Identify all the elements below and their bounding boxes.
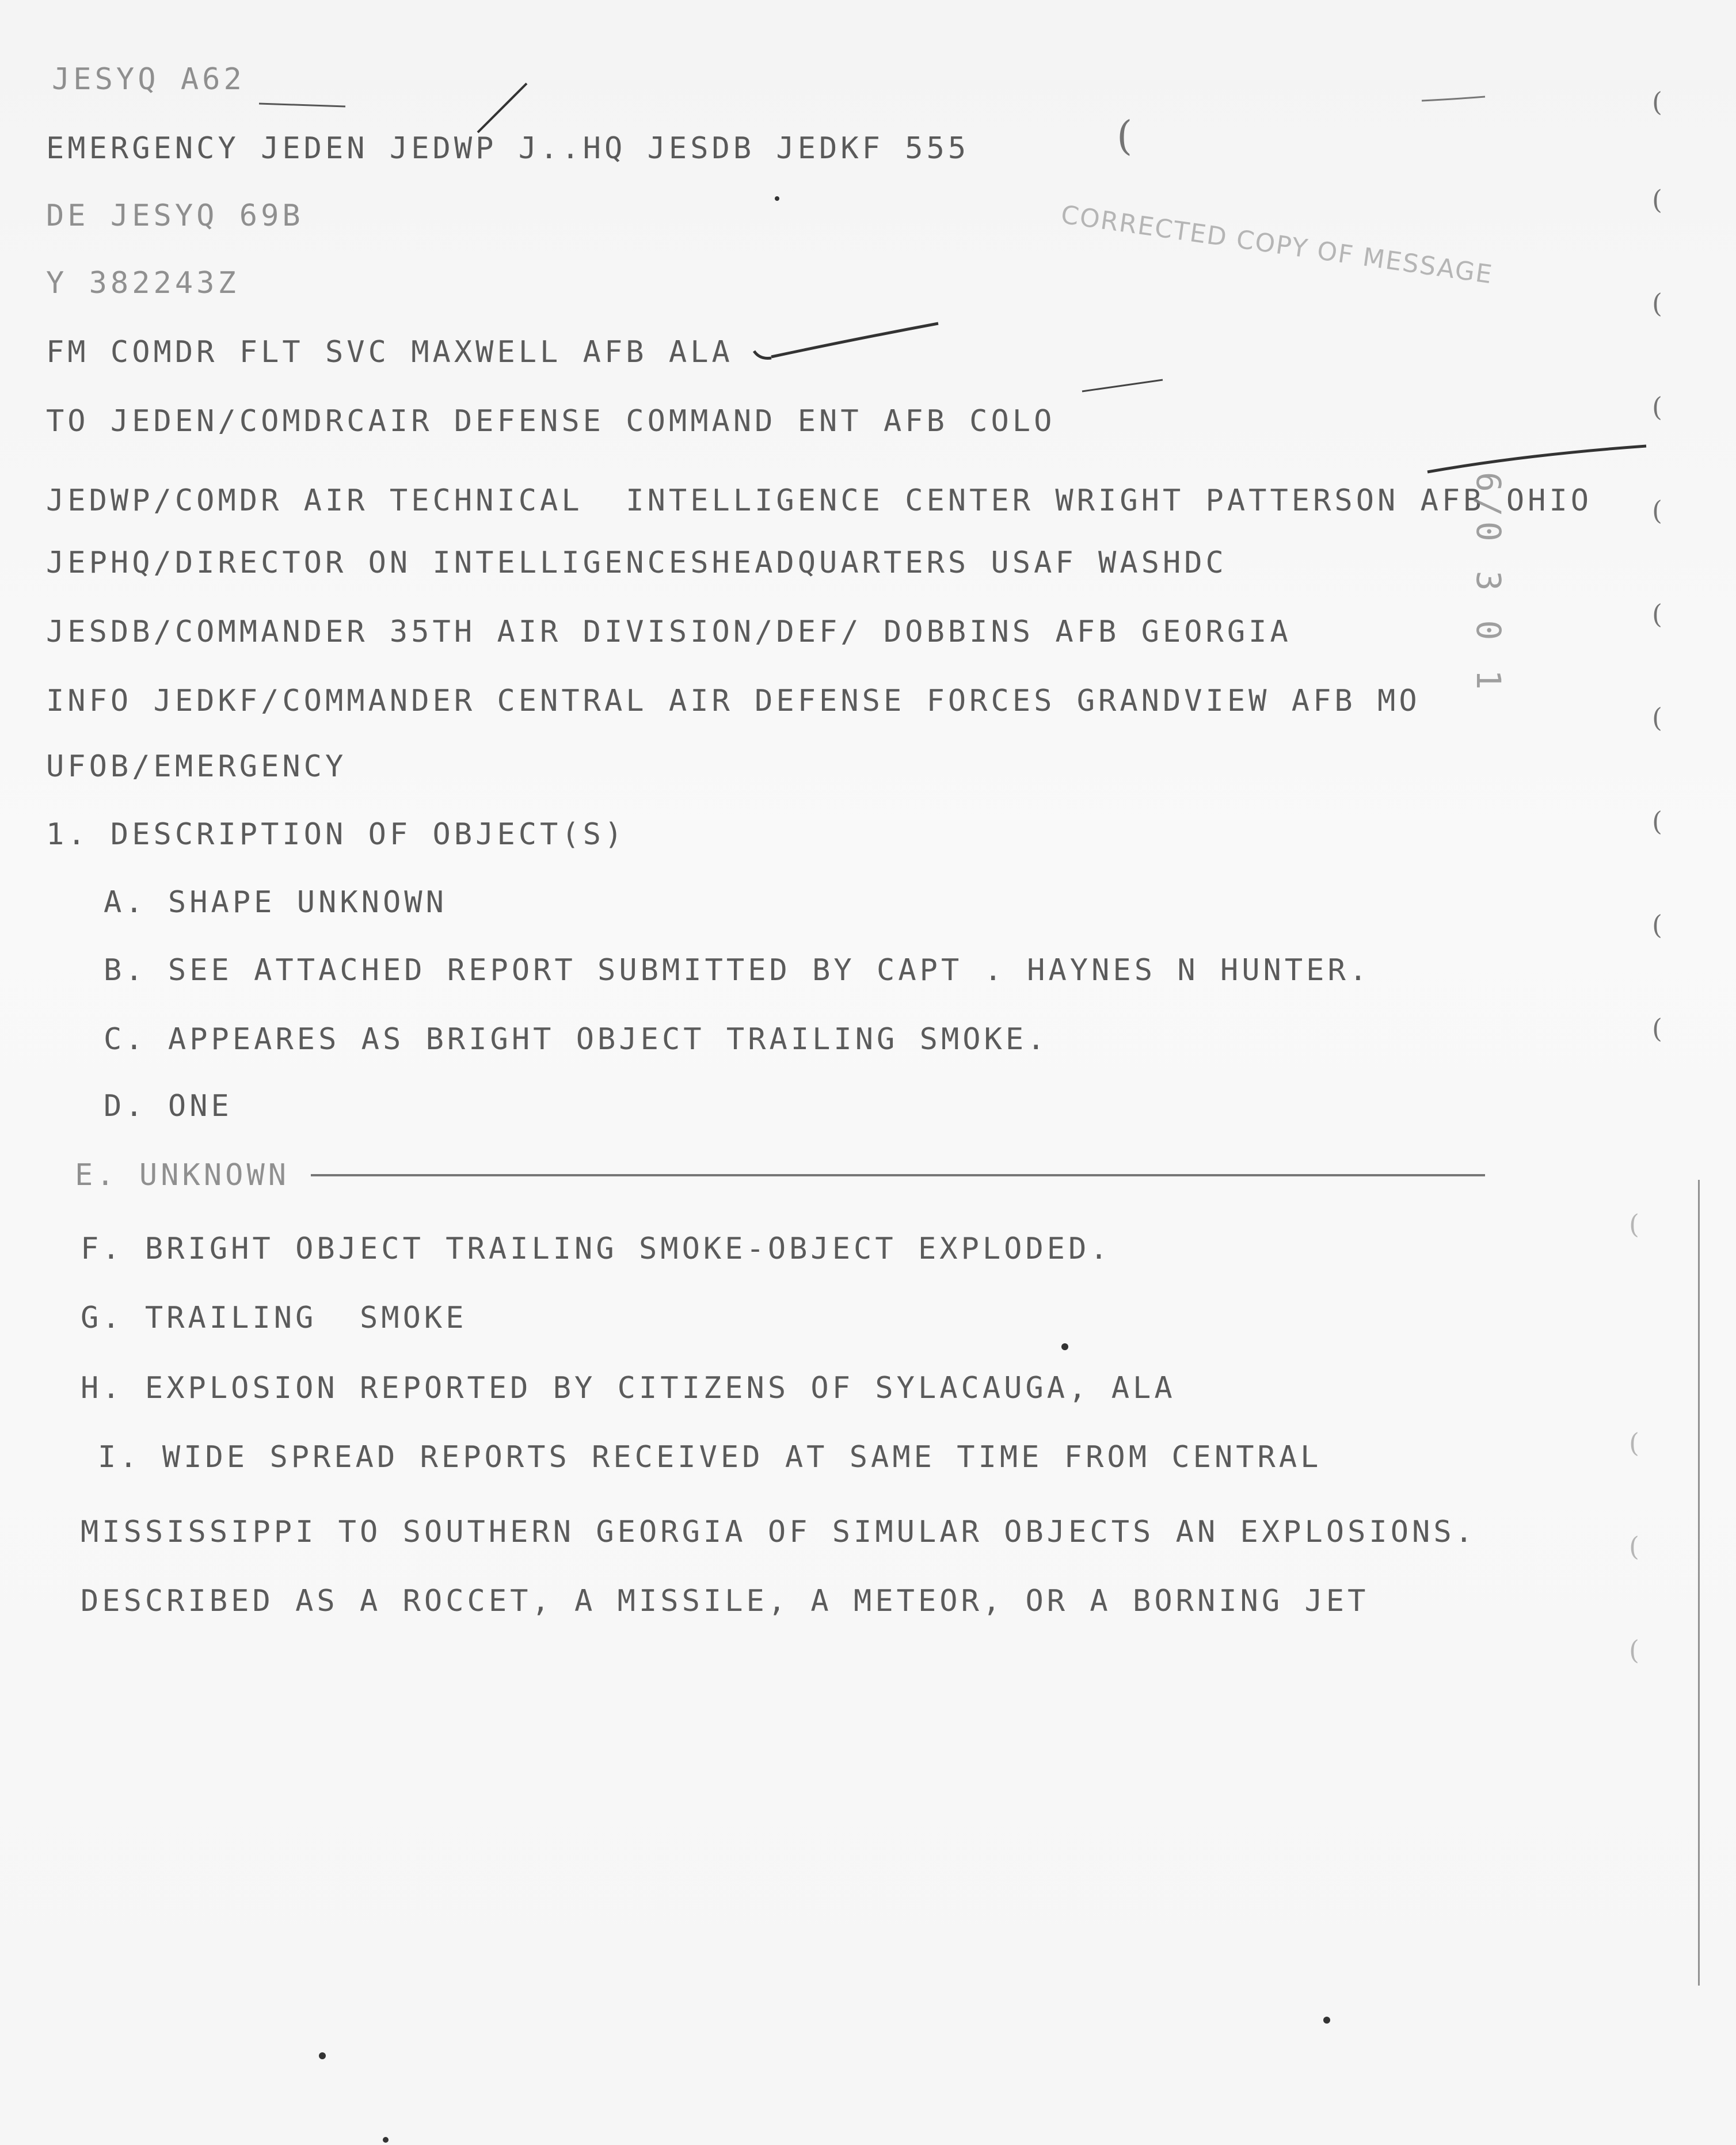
pen-stroke (1082, 380, 1163, 391)
binding-mark: ( (1629, 1531, 1639, 1562)
routing-line-4: Y 382243Z (46, 266, 239, 300)
binding-mark: ( (1652, 1013, 1662, 1044)
item-i-cont-2: DESCRIBED AS A ROCCET, A MISSILE, A METEOR, OR A BORNING JET (81, 1584, 1369, 1618)
ink-dot (775, 196, 779, 201)
item-b: B. SEE ATTACHED REPORT SUBMITTED BY CAPT . HAYNES N HUNTER. (104, 953, 1371, 988)
binding-mark: ( (1652, 86, 1662, 117)
routing-line-1: JESYQ A62 (52, 62, 245, 97)
item-d: D. ONE (104, 1089, 233, 1123)
item-i: I. WIDE SPREAD REPORTS RECEIVED AT SAME TIME FROM CENTRAL (98, 1440, 1322, 1475)
pen-stroke (754, 351, 771, 359)
info-line: INFO JEDKF/COMMANDER CENTRAL AIR DEFENSE FORCES GRANDVIEW AFB MO (46, 684, 1421, 718)
item-e: E. UNKNOWN (75, 1158, 290, 1192)
ink-dot (319, 2052, 326, 2059)
binding-mark: ( (1652, 599, 1662, 630)
item-a: A. SHAPE UNKNOWN (104, 885, 447, 920)
binding-mark: ( (1629, 1427, 1639, 1458)
pen-stroke (259, 104, 345, 106)
to-line-4: JESDB/COMMANDER 35TH AIR DIVISION/DEF/ DOBBINS AFB GEORGIA (46, 615, 1292, 649)
to-line-3: JEPHQ/DIRECTOR ON INTELLIGENCESHEADQUARTERS USAF WASHDC (46, 546, 1227, 580)
binding-mark: ( (1652, 288, 1662, 319)
ink-dot (1323, 2017, 1330, 2024)
corrected-copy-stamp: CORRECTED COPY OF MESSAGE (1059, 200, 1495, 290)
pen-stroke (1427, 446, 1646, 472)
subject-line: UFOB/EMERGENCY (46, 749, 347, 784)
date-received-stamp: 6/0 3 0 1 (1469, 472, 1508, 695)
pen-stroke (1422, 97, 1485, 101)
ink-dot (383, 2137, 389, 2143)
binding-mark: ( (1652, 702, 1662, 733)
section-title: 1. DESCRIPTION OF OBJECT(S) (46, 817, 626, 852)
ink-dot (1061, 1343, 1068, 1350)
item-f: F. BRIGHT OBJECT TRAILING SMOKE-OBJECT EXPLODED. (81, 1232, 1111, 1266)
item-g: G. TRAILING SMOKE (81, 1301, 467, 1335)
binding-mark: ( (1629, 1635, 1639, 1666)
to-line-1: TO JEDEN/COMDRCAIR DEFENSE COMMAND ENT AFB COLO (46, 404, 1056, 439)
binding-mark: ( (1629, 1209, 1639, 1240)
routing-line-2: EMERGENCY JEDEN JEDWP J..HQ JESDB JEDKF 555 (46, 131, 970, 166)
binding-mark: ( (1652, 909, 1662, 940)
pen-stroke (478, 83, 527, 132)
to-line-2: JEDWP/COMDR AIR TECHNICAL INTELLIGENCE CENTER WRIGHT PATTERSON AFB OHIO (46, 483, 1593, 518)
binding-mark: ( (1652, 184, 1662, 215)
item-c: C. APPEARES AS BRIGHT OBJECT TRAILING SMOKE. (104, 1022, 1049, 1057)
pen-stroke (771, 323, 938, 357)
binding-mark: ( (1652, 806, 1662, 837)
item-i-cont-1: MISSISSIPPI TO SOUTHERN GEORGIA OF SIMULAR OBJECTS AN EXPLOSIONS. (81, 1515, 1476, 1549)
binding-mark: ( (1117, 112, 1133, 159)
from-line: FM COMDR FLT SVC MAXWELL AFB ALA (46, 335, 733, 369)
item-h: H. EXPLOSION REPORTED BY CITIZENS OF SYLACAUGA, ALA (81, 1371, 1176, 1405)
binding-mark: ( (1652, 495, 1662, 526)
routing-line-3: DE JESYQ 69B (46, 199, 304, 233)
binding-mark: ( (1652, 391, 1662, 422)
